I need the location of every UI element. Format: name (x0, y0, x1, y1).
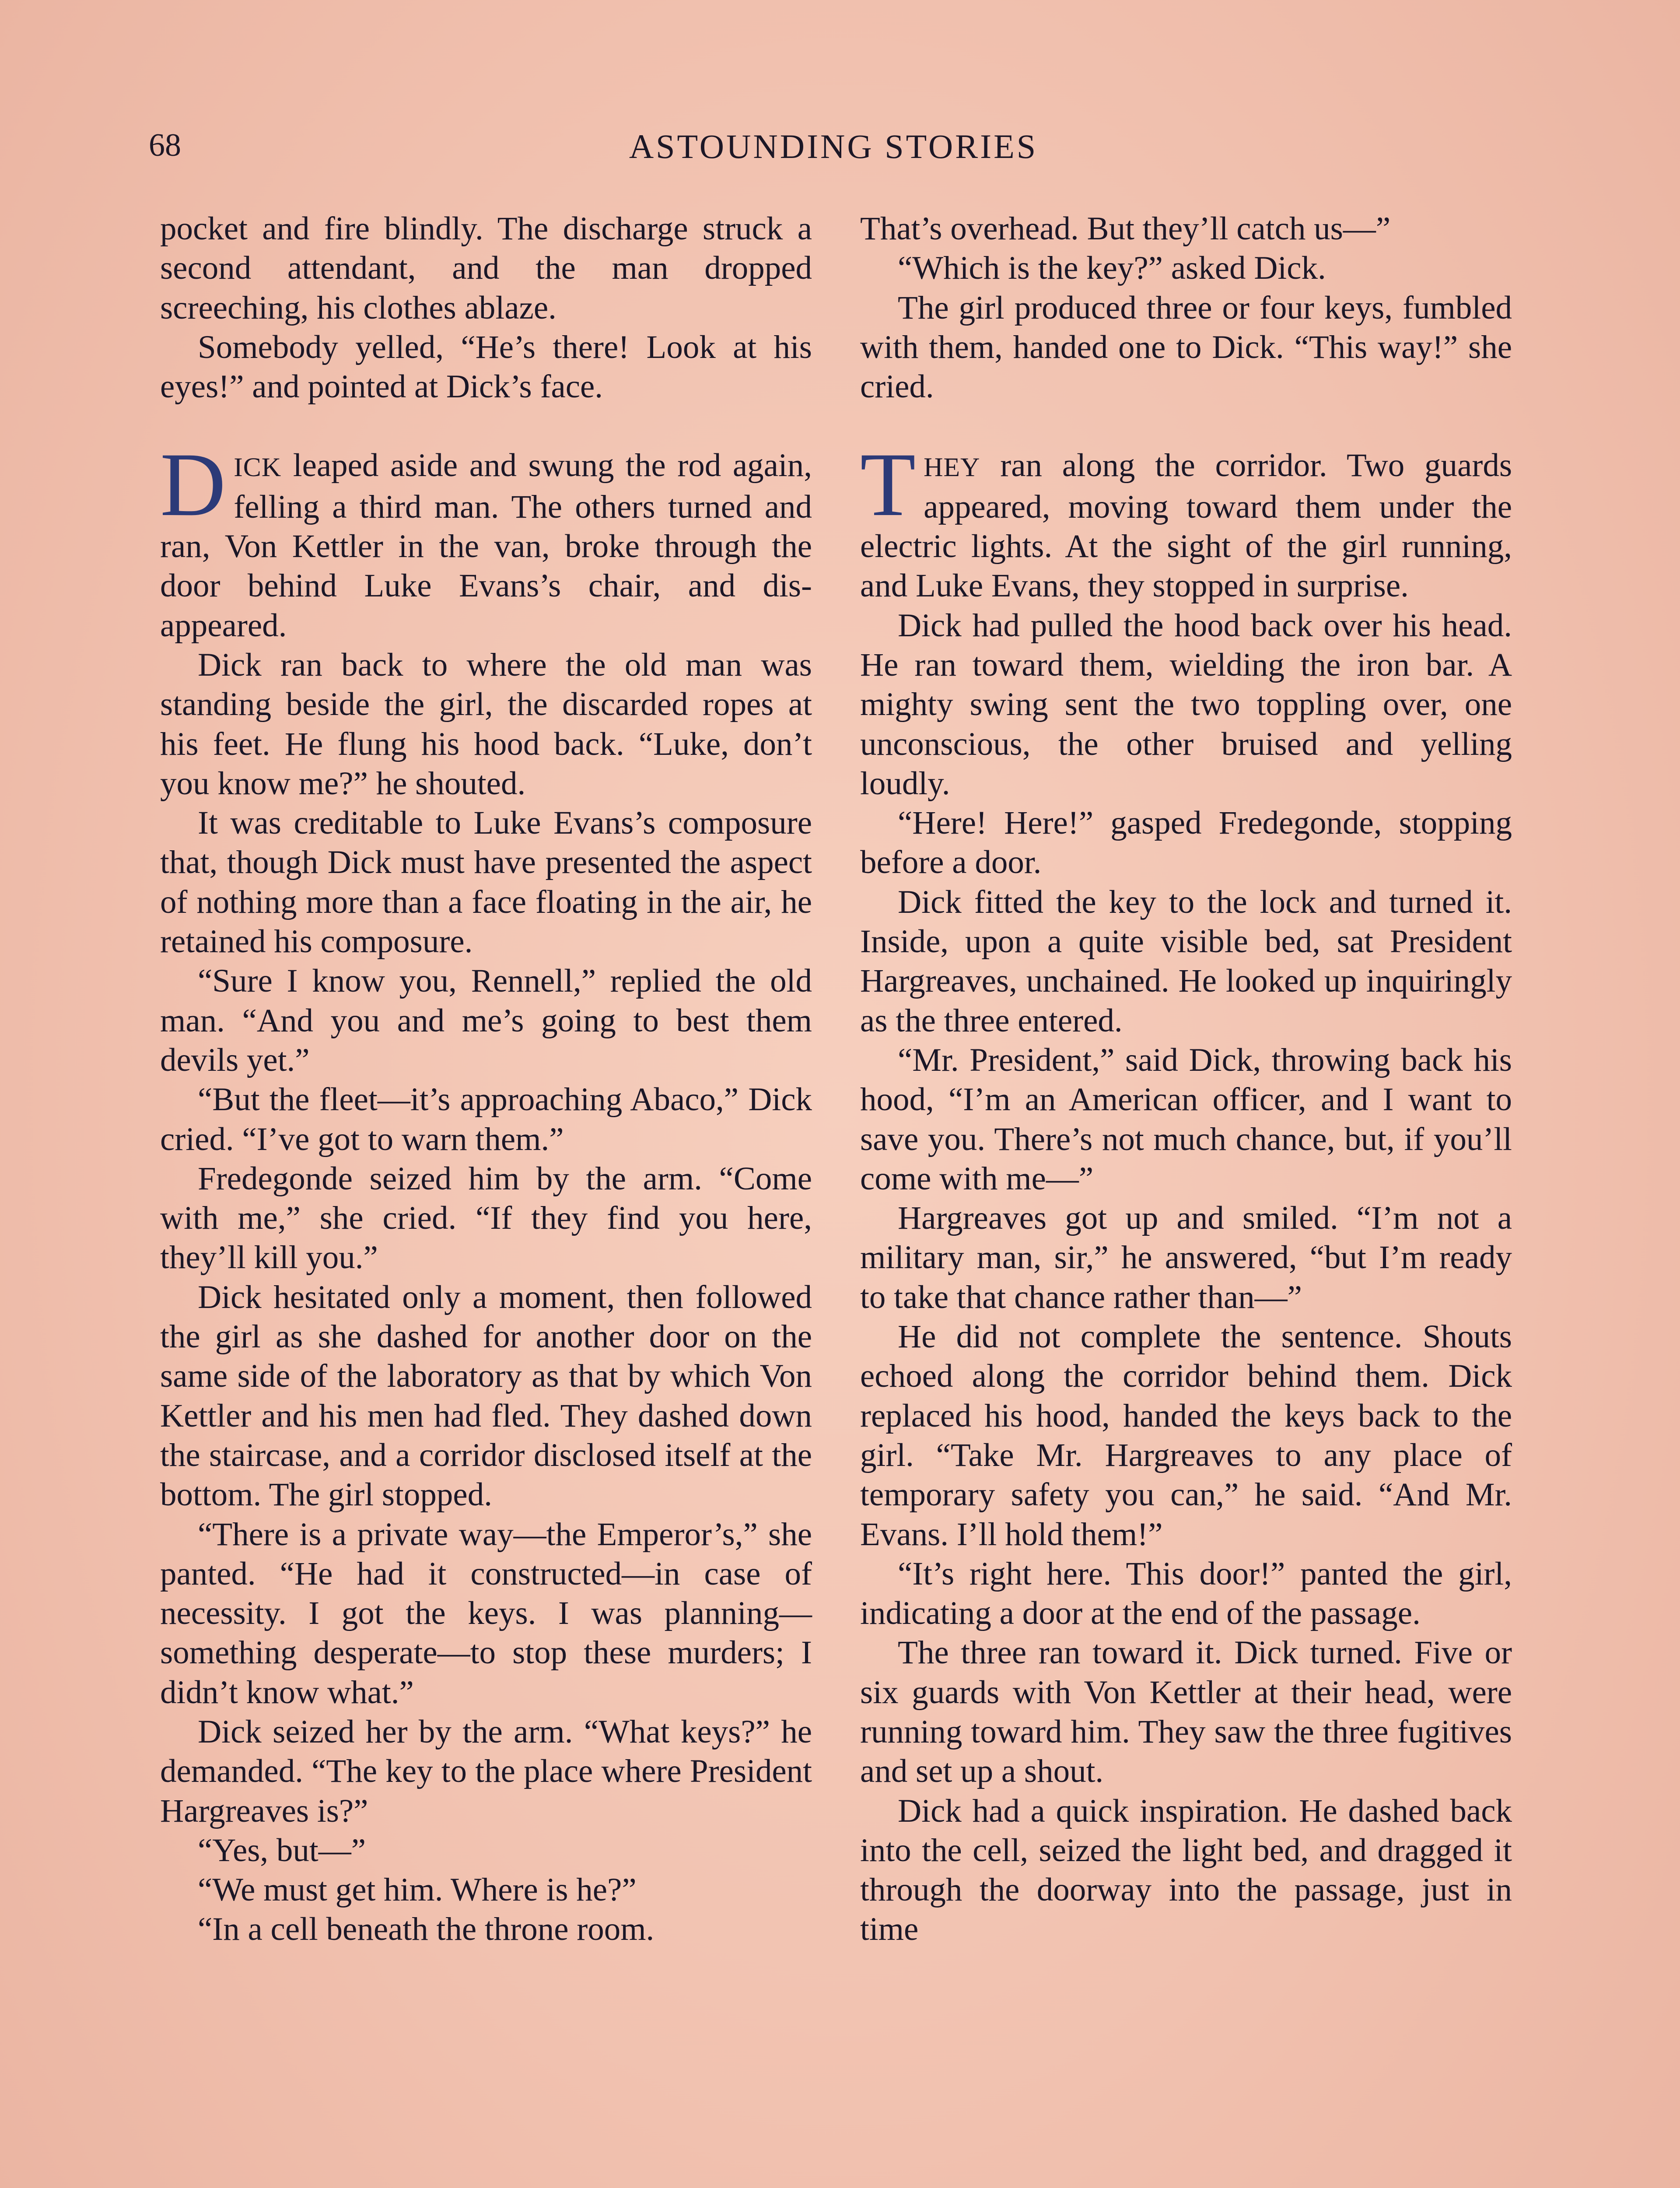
paragraph: “Here! Here!” gasped Fredegonde, stopping before a door. (860, 805, 1512, 881)
paragraph: That’s overhead. But they’ll catch us—” (860, 210, 1391, 247)
paragraph: Hargreaves got up and smiled. “I’m not a military man, sir,” he answered, “but I’m ready to take that chance rather than—” (860, 1200, 1512, 1315)
running-head (149, 127, 1518, 175)
section-lead-word: HEY (924, 452, 980, 483)
paragraph: “There is a private way—the Emperor’s,” she panted. “He had it constructed—in case of necessity. I got the keys. I was planning—something desperate—to stop these murders; I didn’t know what.” (160, 1516, 812, 1711)
section-lead-word: ICK (234, 452, 282, 483)
paragraph: Dick had a quick inspiration. He dashed back into the cell, seized the light bed, and dragged it through the doorway into the passage, just in time (860, 1792, 1512, 1948)
paragraph: He did not complete the sentence. Shouts echoed along the corridor behind them. Dick replaced his hood, handed the keys back to the girl. “Take Mr. Hargreaves to any place of temporary safety you can,” he said. “And Mr. Evans. I’ll hold them!” (860, 1318, 1512, 1553)
left-column (160, 209, 812, 1950)
right-column (860, 209, 1512, 1950)
paragraph: “Which is the key?” asked Dick. (898, 250, 1326, 287)
paragraph: pocket and fire blindly. The discharge struck a second attendant, and the man dropped screeching, his clothes ablaze. (160, 210, 812, 326)
section-opening-paragraph (860, 434, 1512, 606)
paragraph: “Mr. President,” said Dick, throwing back his hood, “I’m an American officer, and I want to save you. There’s not much chance, but, if you’ll come with me—” (860, 1041, 1512, 1197)
paragraph: “In a cell beneath the throne room. (198, 1911, 654, 1948)
paragraph: “We must get him. Where is he?” (198, 1872, 637, 1908)
paragraph: “Sure I know you, Rennell,” replied the old man. “And you and me’s going to best them devils yet.” (160, 963, 812, 1078)
paragraph: It was creditable to Luke Evans’s composure that, though Dick must have presented the aspect of nothing more than a face floating in the air, he retained his composure. (160, 805, 812, 960)
paragraph: Somebody yelled, “He’s there! Look at his eyes!” and pointed at Dick’s face. (160, 329, 812, 405)
drop-cap: T (860, 434, 916, 535)
section-opening-paragraph (160, 434, 812, 645)
paragraph: The three ran toward it. Dick turned. Five or six guards with Von Kettler at their head, were running toward him. They saw the three fugitives and set up a shout. (860, 1634, 1512, 1790)
paragraph: “But the fleet—it’s approaching Abaco,” Dick cried. “I’ve got to warn them.” (160, 1081, 812, 1157)
paragraph: “It’s right here. This door!” panted the girl, indicating a door at the end of the passage. (860, 1555, 1512, 1632)
paragraph: Dick had pulled the hood back over his head. He ran toward them, wielding the iron bar. A mighty swing sent the two toppling over, one unconscious, the other bruised and yelling loudly. (860, 607, 1512, 802)
magazine-title: ASTOUNDING STORIES (629, 127, 1038, 165)
paragraph: The girl produced three or four keys, fumbled with them, handed one to Dick. “This way!” she cried. (860, 289, 1512, 405)
paragraph: Dick ran back to where the old man was standing beside the girl, the discarded ropes at his feet. He flung his hood back. “Luke, don’t you know me?” he shouted. (160, 646, 812, 802)
paragraph: Dick seized her by the arm. “What keys?” he demanded. “The key to the place where President Hargreaves is?” (160, 1713, 812, 1829)
paragraph: Dick hesitated only a moment, then followed the girl as she dashed for another door on the same side of the laboratory as that by which Von Kettler and his men had fled. They dashed down the staircase, and a corridor disclosed itself at the bottom. The girl stopped. (160, 1279, 812, 1513)
paragraph: Fredegonde seized him by the arm. “Come with me,” she cried. “If they find you here, they’ll kill you.” (160, 1160, 812, 1276)
drop-cap: D (160, 434, 226, 535)
paragraph-text: ran along the corridor. Two guards appeared, moving toward them under the electric lights. At the sight of the girl running, and Luke Evans, they stopped in surprise. (860, 447, 1512, 604)
paragraph-text: leaped aside and swung the rod again, felling a third man. The others turned and ran, Von Kettler in the van, broke through the door behind Luke Evans’s chair, and disappeared. (160, 447, 812, 644)
page-number: 68 (149, 127, 181, 163)
paragraph: “Yes, but—” (198, 1832, 366, 1869)
paragraph: Dick fitted the key to the lock and turned it. Inside, upon a quite visible bed, sat President Hargreaves, unchained. He looked up inquiringly as the three entered. (860, 884, 1512, 1039)
